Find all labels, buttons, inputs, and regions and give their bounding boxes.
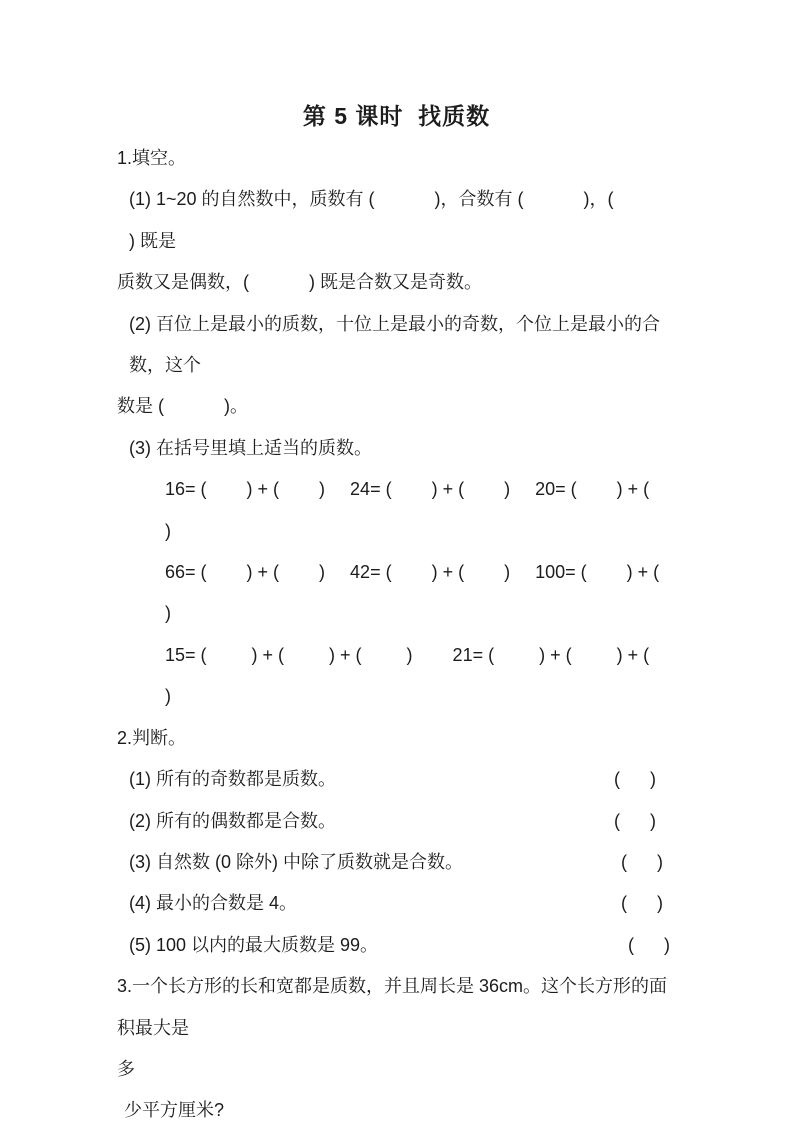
fill-item2-line2: 数是 ( )。 xyxy=(117,396,249,417)
judge-item-2-text: (2) 所有的偶数都是合数。 xyxy=(129,810,336,831)
word-problem-line3: 少平方厘米? xyxy=(124,1100,225,1121)
equation-row-3: 15= ( ) + ( ) + ( ) 21= ( ) + ( ) + ( ) xyxy=(165,644,695,707)
fill-item3-line1: (3) 在括号里填上适当的质数。 xyxy=(129,437,372,458)
worksheet-title: 第 5 课时 找质数 xyxy=(302,103,491,129)
word-problem-line1: 3.一个长方形的长和宽都是质数，并且周长是 36cm。这个长方形的面积最大是 xyxy=(117,976,668,1038)
judge-item-1-answer-blank: ( ) xyxy=(614,769,656,790)
judge-item-4 xyxy=(117,883,676,924)
judge-item-1 xyxy=(117,759,676,800)
judge-item-2-answer-blank: ( ) xyxy=(614,810,656,831)
judge-item-5-answer-blank: ( ) xyxy=(628,934,670,955)
fill-item1-line2: 质数又是偶数，( ) 既是合数又是奇数。 xyxy=(117,272,482,293)
judge-item-1-text: (1) 所有的奇数都是质数。 xyxy=(129,769,336,790)
judge-section-heading: 2.判断。 xyxy=(117,727,187,748)
judge-item-5 xyxy=(117,925,676,966)
judge-item-2 xyxy=(117,801,676,842)
fill-item1-line1: (1) 1~20 的自然数中，质数有 ( )，合数有 ( )，( ) 既是 xyxy=(129,189,674,251)
judge-item-3 xyxy=(117,842,676,883)
word-problem-line2: 多 xyxy=(117,1058,135,1079)
judge-item-4-text: (4) 最小的合数是 4。 xyxy=(129,893,298,914)
fill-section-heading: 1.填空。 xyxy=(117,148,187,168)
judge-item-3-answer-blank: ( ) xyxy=(621,851,663,872)
fill-item2-line1: (2) 百位上是最小的质数，十位上是最小的奇数，个位上是最小的合数，这个 xyxy=(129,313,660,376)
judge-item-5-text: (5) 100 以内的最大质数是 99。 xyxy=(129,934,379,955)
equation-row-2: 66= ( ) + ( ) 42= ( ) + ( ) 100= ( ) + ( ) xyxy=(165,562,700,624)
judge-item-3-text: (3) 自然数 (0 除外) 中除了质数就是合数。 xyxy=(129,851,464,872)
judge-item-4-answer-blank: ( ) xyxy=(621,893,663,914)
equation-row-1: 16= ( ) + ( ) 24= ( ) + ( ) 20= ( ) + ( ) xyxy=(165,479,690,541)
